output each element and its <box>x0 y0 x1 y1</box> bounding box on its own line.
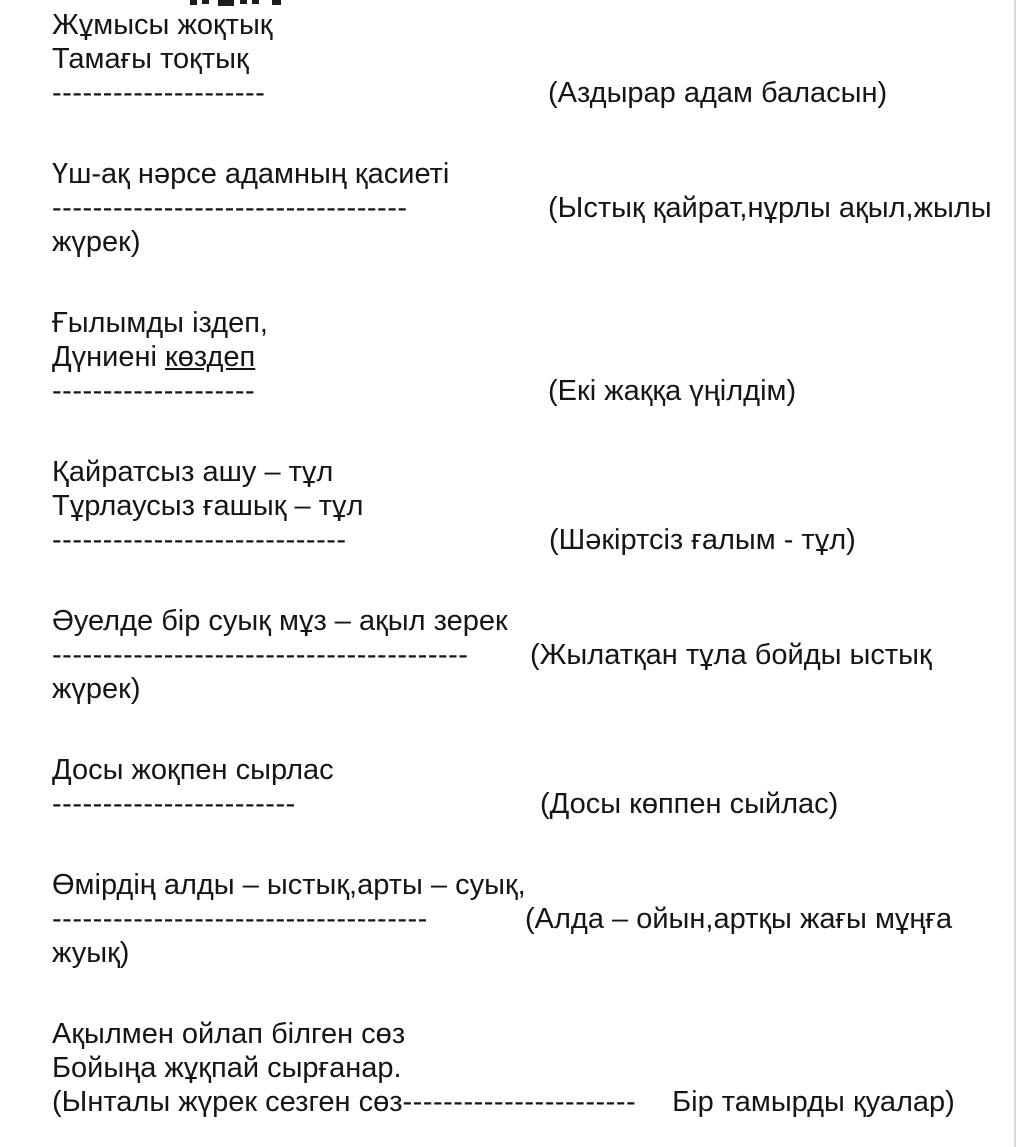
poem-line-blank <box>52 638 997 672</box>
poem-line-blank <box>52 523 997 557</box>
blank-dashes: ------------------------------------- <box>52 903 428 935</box>
blank-dashes: ----------------------- <box>402 1086 637 1118</box>
blank-dashes: ----------------------------- <box>52 524 347 556</box>
poem-stanza <box>52 455 997 557</box>
answer-continuation: жүрек) <box>52 226 141 258</box>
poem-line-text: Тұрлаусыз ғашық – тұл <box>52 490 364 522</box>
poem-line-blank <box>52 76 997 110</box>
poem-line-text: Өмірдің алды – ыстық,арты – суық, <box>52 869 526 901</box>
poem-line <box>52 672 997 706</box>
poem-stanza <box>52 753 997 821</box>
poem-stanza <box>52 157 997 259</box>
poem-stanza <box>52 868 997 970</box>
answer-text: (Алда – ойын,артқы жағы мұңға <box>525 903 953 935</box>
poem-stanza <box>52 1017 997 1119</box>
poem-line-text: Қайратсыз ашу – тұл <box>52 456 334 488</box>
answer-text: Бір тамырды қуалар) <box>672 1086 955 1118</box>
poem-line-text: Әуелде бір суық мұз – ақыл зерек <box>52 605 508 637</box>
poem-stanza <box>52 604 997 706</box>
underlined-word: көздеп <box>165 341 256 373</box>
poem-line-blank <box>52 787 997 821</box>
poem-stanza <box>52 8 997 110</box>
poem-line <box>52 753 997 787</box>
poem-line-text: Жұмысы жоқтық <box>52 9 273 41</box>
blank-dashes: ----------------------------------------- <box>52 639 469 671</box>
blank-dashes: ----------------------------------- <box>52 192 408 224</box>
answer-text: (Екі жаққа үңілдім) <box>548 375 797 407</box>
poem-line <box>52 340 997 374</box>
poem-line-text: Досы жоқпен сырлас <box>52 754 334 786</box>
poem-line <box>52 868 997 902</box>
poem-line-text: Ғылымды іздеп, <box>52 307 268 339</box>
poem-line <box>52 1017 997 1051</box>
answer-continuation: жуық) <box>52 937 130 969</box>
poem-stanza <box>52 306 997 408</box>
poem-line-inline-blank <box>52 1085 997 1119</box>
scan-edge-artifact <box>1014 0 1016 1147</box>
blank-dashes: --------------------- <box>52 77 266 109</box>
poem-line <box>52 42 997 76</box>
poem-line <box>52 225 997 259</box>
poem-line-blank <box>52 374 997 408</box>
answer-text: (Жылатқан тұла бойды ыстық <box>530 639 932 671</box>
answer-text: (Досы көппен сыйлас) <box>540 788 839 820</box>
poem-line <box>52 936 997 970</box>
poem-line <box>52 1051 997 1085</box>
answer-text: (Шәкіртсіз ғалым - тұл) <box>549 524 856 556</box>
answer-continuation: жүрек) <box>52 673 141 705</box>
poem-line <box>52 604 997 638</box>
poem-line <box>52 489 997 523</box>
poem-line-blank <box>52 191 997 225</box>
poem-line <box>52 8 997 42</box>
blank-dashes: -------------------- <box>52 375 256 407</box>
poem-line-text: Дүниені <box>52 341 165 373</box>
poem-line-text: Тамағы тоқтық <box>52 43 249 75</box>
answer-text: (Ыстық қайрат,нұрлы ақыл,жылы <box>548 192 992 224</box>
poem-line-text: Бойыңа жұқпай сырғанар. <box>52 1052 402 1084</box>
poem-line-blank <box>52 902 997 936</box>
poem-line-text: Үш-ақ нәрсе адамның қасиеті <box>52 158 450 190</box>
answer-text: (Аздырар адам баласын) <box>548 77 888 109</box>
poem-line-text: Ақылмен ойлап білген сөз <box>52 1018 406 1050</box>
poem-line <box>52 306 997 340</box>
poem-line <box>52 157 997 191</box>
poem-line-text: (Ынталы жүрек сезген сөз <box>52 1086 403 1118</box>
poem-line <box>52 455 997 489</box>
blank-dashes: ------------------------ <box>52 788 296 820</box>
